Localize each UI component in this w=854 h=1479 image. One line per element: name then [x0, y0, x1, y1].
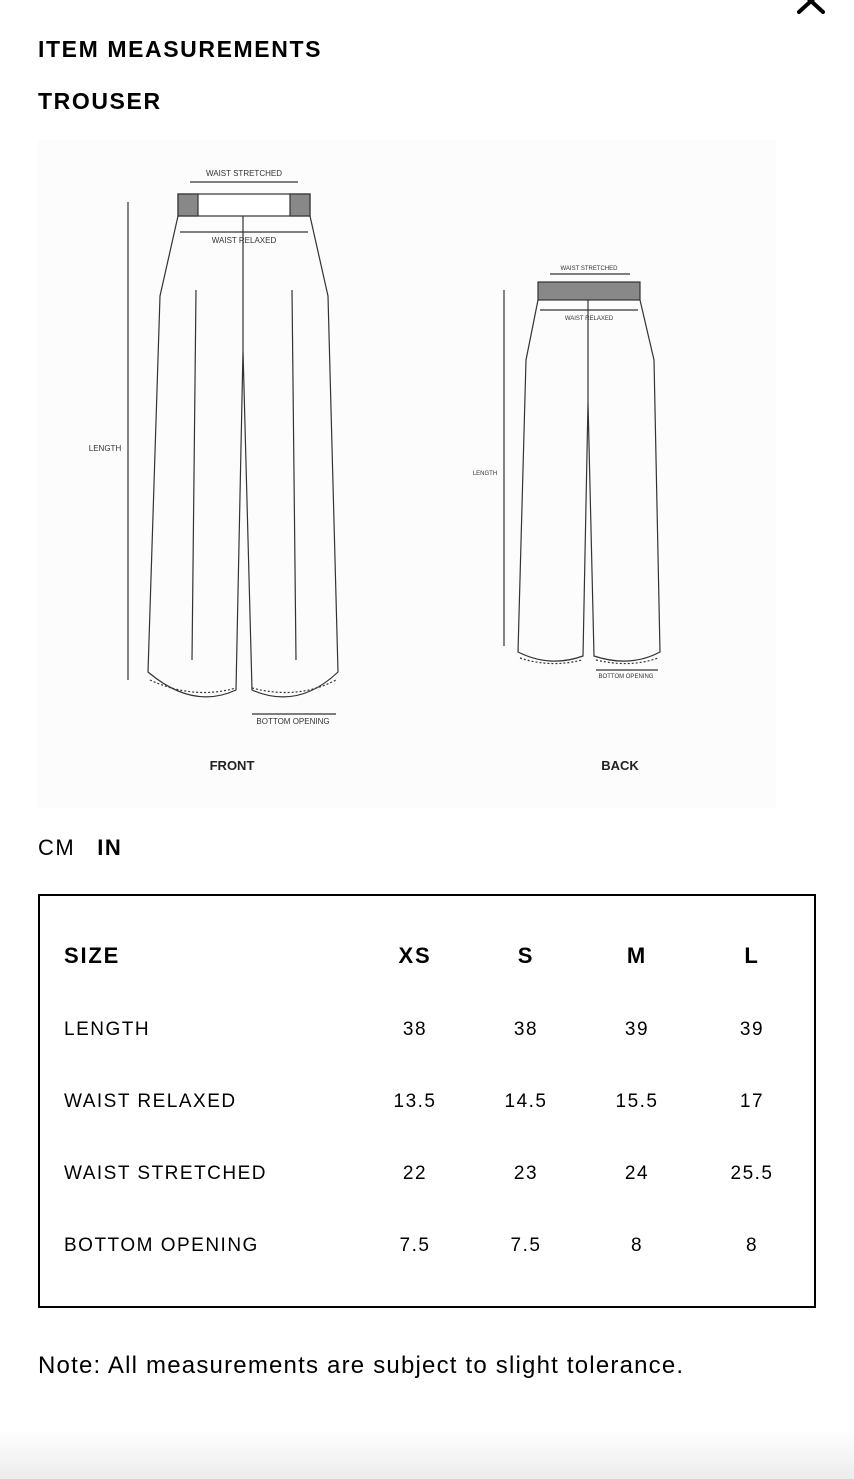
- bottom-fade: [0, 1430, 854, 1479]
- measurement-diagram: [38, 140, 776, 808]
- cell-value: 7.5: [510, 1235, 542, 1256]
- cell-value: 23: [513, 1163, 539, 1184]
- size-table-header: [40, 936, 814, 976]
- front-label: FRONT: [209, 758, 255, 773]
- close-button[interactable]: [794, 0, 828, 20]
- tolerance-note: Note: All measurements are subject to slight tolerance.: [38, 1352, 685, 1379]
- cell-value: 15.5: [615, 1091, 659, 1112]
- trouser-diagram-svg: [38, 140, 776, 808]
- size-header-label: SIZE: [64, 943, 121, 968]
- cell-value: 8: [745, 1235, 759, 1256]
- cell-value: 38: [402, 1019, 428, 1040]
- unit-in-tab[interactable]: IN: [97, 835, 123, 860]
- cell-value: 39: [739, 1019, 765, 1040]
- cell-value: 24: [624, 1163, 650, 1184]
- cell-value: 22: [402, 1163, 428, 1184]
- size-table: [38, 894, 816, 1308]
- unit-cm-tab[interactable]: CM: [38, 835, 76, 860]
- size-header-m: M: [626, 943, 648, 968]
- product-type: TROUSER: [38, 88, 162, 114]
- cell-value: 14.5: [504, 1091, 548, 1112]
- cell-value: 25.5: [730, 1163, 774, 1184]
- close-icon: [794, 0, 828, 20]
- cell-value: 17: [739, 1091, 765, 1112]
- unit-toggle: [38, 834, 122, 862]
- row-label: LENGTH: [64, 1019, 151, 1040]
- table-row: [40, 1226, 814, 1266]
- size-header-s: S: [517, 943, 535, 968]
- back-label: BACK: [601, 758, 639, 773]
- size-header-xs: XS: [398, 943, 432, 968]
- table-row: [40, 1010, 814, 1050]
- cell-value: 8: [630, 1235, 644, 1256]
- back-waist-stretched-label: WAIST STRETCHED: [560, 266, 618, 272]
- cell-value: 7.5: [399, 1235, 431, 1256]
- row-label: WAIST RELAXED: [64, 1091, 237, 1112]
- size-header-l: L: [744, 943, 760, 968]
- row-label: WAIST STRETCHED: [64, 1163, 268, 1184]
- cell-value: 39: [624, 1019, 650, 1040]
- front-waist-relaxed-label: WAIST RELAXED: [211, 236, 277, 245]
- cell-value: 38: [513, 1019, 539, 1040]
- back-length-label: LENGTH: [472, 471, 498, 477]
- front-waist-stretched-label: WAIST STRETCHED: [205, 169, 283, 178]
- back-bottom-opening-label: BOTTOM OPENING: [598, 674, 654, 680]
- page-title: ITEM MEASUREMENTS: [38, 36, 323, 62]
- cell-value: 13.5: [393, 1091, 437, 1112]
- table-row: [40, 1154, 814, 1194]
- row-label: BOTTOM OPENING: [64, 1235, 259, 1256]
- back-waist-relaxed-label: WAIST RELAXED: [564, 316, 614, 322]
- table-row: [40, 1082, 814, 1122]
- front-length-label: LENGTH: [88, 444, 122, 453]
- front-bottom-opening-label: BOTTOM OPENING: [256, 717, 330, 726]
